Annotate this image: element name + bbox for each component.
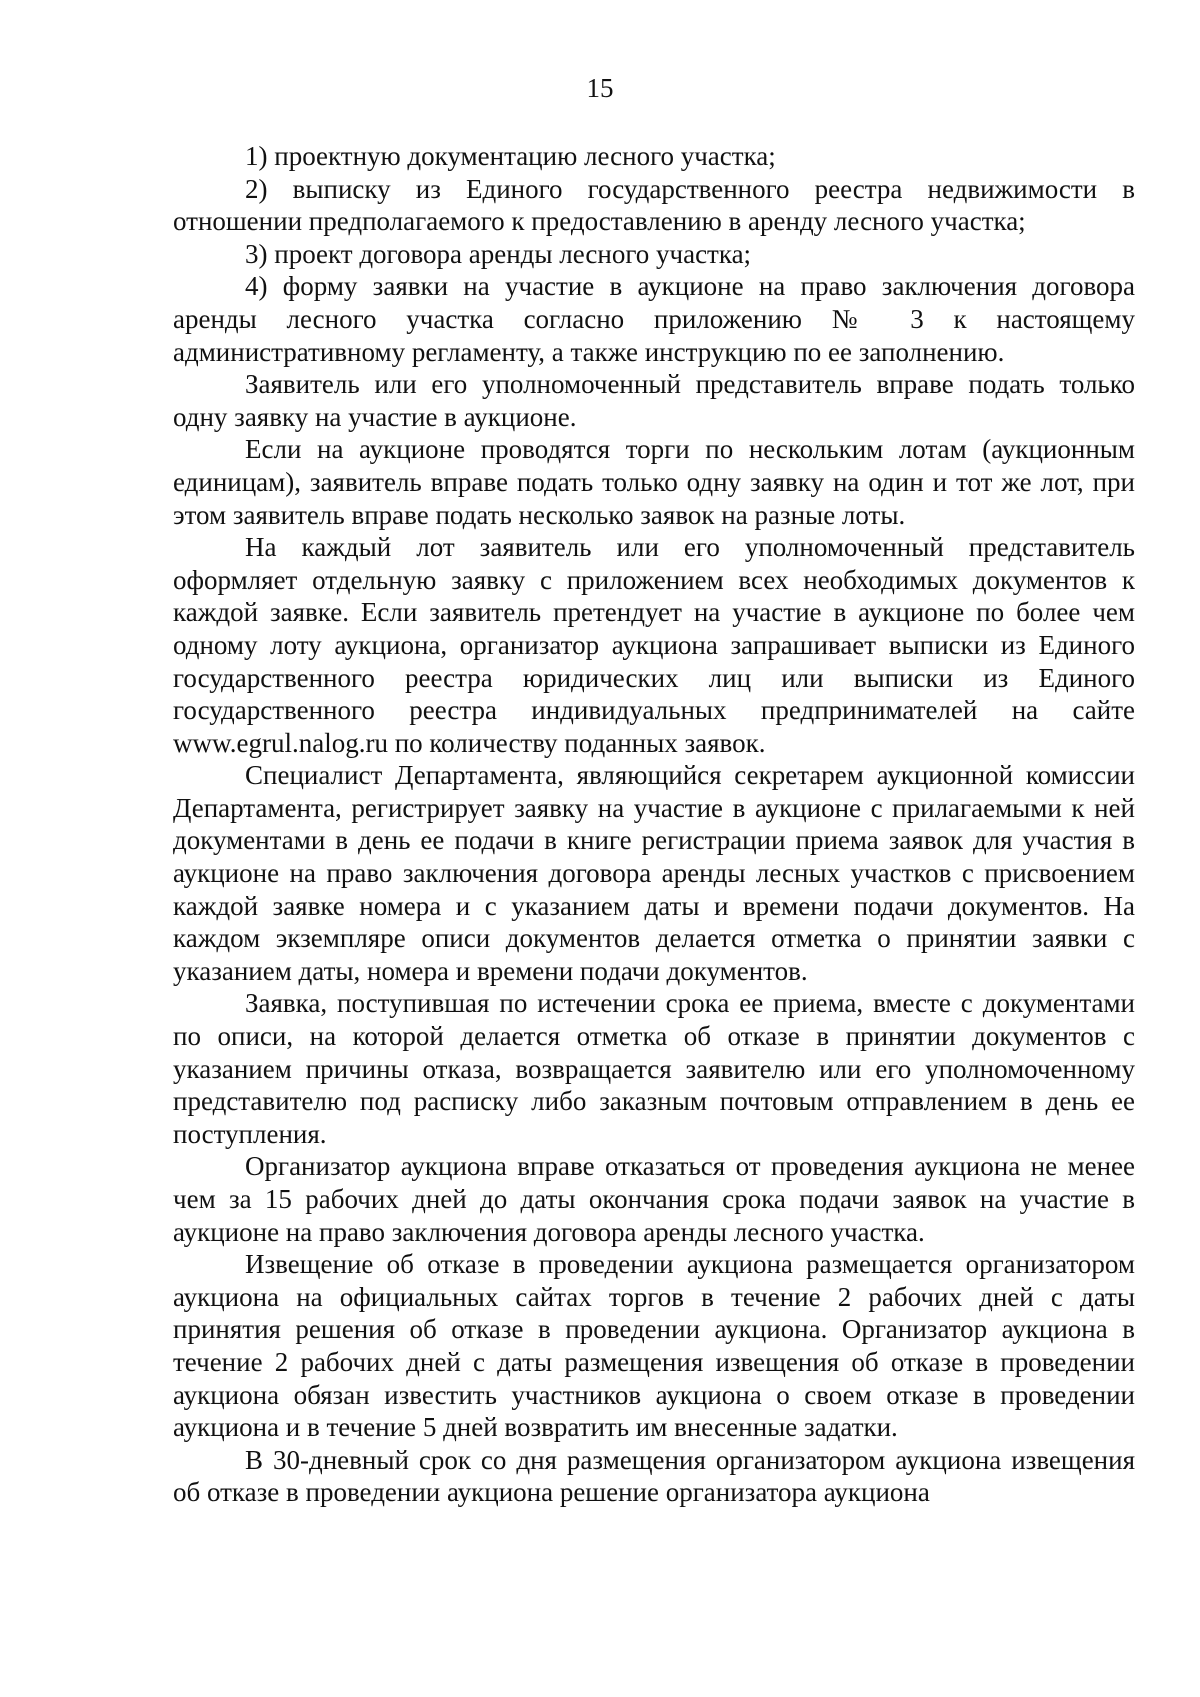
document-body	[173, 140, 1135, 1509]
paragraph-refusal-notice: Извещение об отказе в проведении аукциона размещается организатором аукциона на официальных сайтах торгов в течение 2 рабочих дней с даты принятия решения об отказе в проведении аукциона. Организатор аукциона в течение 2 рабочих дней с даты размещения извещения об отказе в проведении аукциона обязан известить участников аукциона о своем отказе в проведении аукциона и в течение 5 дней возвратить им внесенные задатки.	[173, 1249, 1135, 1443]
paragraph-item-2: 2) выписку из Единого государственного реестра недвижимости в отношении предполагаемого к предоставлению в аренду лесного участка;	[173, 173, 1135, 237]
paragraph-item-4: 4) форму заявки на участие в аукционе на право заключения договора аренды лесного участка согласно приложению № 3 к настоящему административному регламенту, а также инструкцию по ее заполнению.	[173, 271, 1135, 367]
paragraph-thirty-day-term: В 30-дневный срок со дня размещения организатором аукциона извещения об отказе в проведении аукциона решение организатора аукциона	[173, 1444, 1135, 1508]
paragraph-separate-application-per-lot: На каждый лот заявитель или его уполномоченный представитель оформляет отдельную заявку с приложением всех необходимых документов к каждой заявке. Если заявитель претендует на участие в аукционе по более чем одному лоту аукциона, организатор аукциона запрашивает выписки из Единого государственного реестра юридических лиц или выписки из Единого государственного реестра индивидуальных предпринимателей на сайте www.egrul.nalog.ru по количеству поданных заявок.	[173, 532, 1135, 758]
paragraph-multiple-lots: Если на аукционе проводятся торги по нескольким лотам (аукционным единицам), заявитель вправе подать только одну заявку на один и тот же лот, при этом заявитель вправе подать несколько заявок на разные лоты.	[173, 434, 1135, 530]
paragraph-late-application-return: Заявка, поступившая по истечении срока ее приема, вместе с документами по описи, на которой делается отметка об отказе в принятии документов с указанием причины отказа, возвращается заявителю или его уполномоченному представителю под расписку либо заказным почтовым отправлением в день ее поступления.	[173, 988, 1135, 1149]
paragraph-item-1: 1) проектную документацию лесного участка;	[245, 141, 776, 171]
page-number: 15	[586, 73, 614, 103]
paragraph-registration-of-application: Специалист Департамента, являющийся секретарем аукционной комиссии Департамента, регистрирует заявку на участие в аукционе с прилагаемыми к ней документами в день ее подачи в книге регистрации приема заявок для участия в аукционе на право заключения договора аренды лесных участков с присвоением каждой заявке номера и с указанием даты и времени подачи документов. На каждом экземпляре описи документов делается отметка о принятии заявки с указанием даты, номера и времени подачи документов.	[173, 760, 1135, 986]
paragraph-item-3: 3) проект договора аренды лесного участка;	[245, 238, 752, 269]
paragraph-applicant-single-application: Заявитель или его уполномоченный представитель вправе подать только одну заявку на участие в аукционе.	[173, 369, 1135, 432]
paragraph-organizer-refusal: Организатор аукциона вправе отказаться от проведения аукциона не менее чем за 15 рабочих дней до даты окончания срока подачи заявок на участие в аукционе на право заключения договора аренды лесного участка.	[173, 1151, 1135, 1247]
